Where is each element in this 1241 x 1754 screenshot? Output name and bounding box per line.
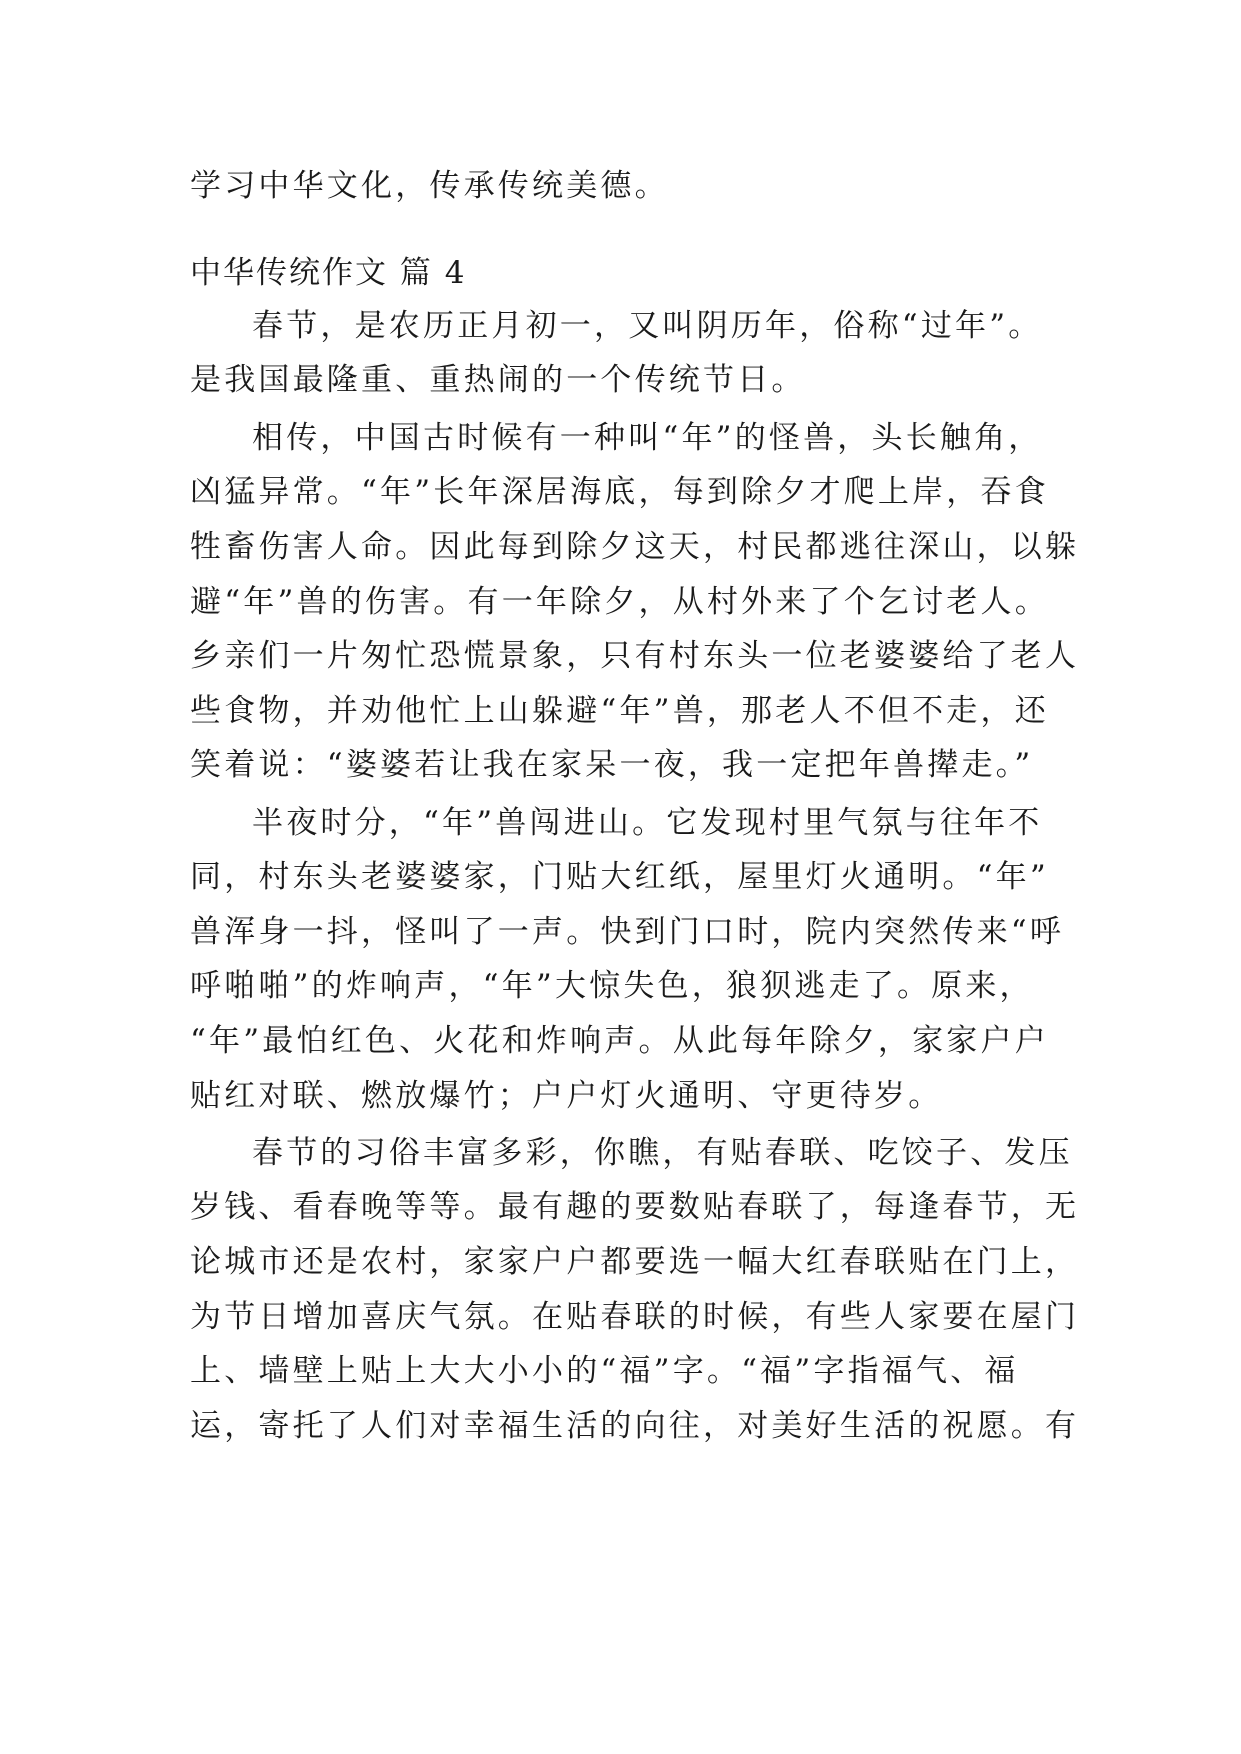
paragraph-start-line: 相传，中国古时候有一种叫“年”的怪兽，头长触角， [252,420,1043,456]
text-line: 牲畜伤害人命。因此每到除夕这天，村民都逃往深山，以躲 [190,529,1080,565]
text-line: 同，村东头老婆婆家，门贴大红纸，屋里灯火通明。“年” [190,859,1049,895]
text-line: 些食物，并劝他忙上山躲避“年”兽，那老人不但不走，还 [190,693,1049,729]
text-line: 岁钱、看春晚等等。最有趣的要数贴春联了，每逢春节，无 [190,1189,1080,1225]
text-line: 凶猛异常。“年”长年深居海底，每到除夕才爬上岸，吞食 [190,474,1049,510]
text-line: 呼啪啪”的炸响声，“年”大惊失色，狼狈逃走了。原来， [190,968,1034,1004]
paragraph-start-line: 春节，是农历正月初一，又叫阴历年，俗称“过年”。 [252,308,1043,344]
text-line: 避“年”兽的伤害。有一年除夕，从村外来了个乞讨老人。 [190,584,1049,620]
text-line: 贴红对联、燃放爆竹；户户灯火通明、守更待岁。 [190,1078,943,1114]
paragraph-start-line: 春节的习俗丰富多彩，你瞧，有贴春联、吃饺子、发压 [252,1135,1073,1171]
text-line: 乡亲们一片匆忙恐慌景象，只有村东头一位老婆婆给了老人 [190,638,1080,674]
text-line: 上、墙壁上贴上大大小小的“福”字。“福”字指福气、福 [190,1353,1019,1389]
section-heading: 中华传统作文 篇 4 [190,255,467,291]
text-line: 为节日增加喜庆气氛。在贴春联的时候，有些人家要在屋门 [190,1299,1080,1335]
text-line: “年”最怕红色、火花和炸响声。从此每年除夕，家家户户 [190,1023,1049,1059]
text-line: 笑着说：“婆婆若让我在家呆一夜，我一定把年兽撵走。” [190,747,1034,783]
paragraph-start-line: 半夜时分，“年”兽闯进山。它发现村里气氛与往年不 [252,805,1043,841]
text-line: 论城市还是农村，家家户户都要选一幅大红春联贴在门上， [190,1244,1080,1280]
text-line: 运，寄托了人们对幸福生活的向往，对美好生活的祝愿。有 [190,1408,1080,1444]
text-line: 兽浑身一抖，怪叫了一声。快到门口时，院内突然传来“呼 [190,914,1065,950]
text-line: 是我国最隆重、重热闹的一个传统节日。 [190,362,806,398]
text-line: 学习中华文化，传承传统美德。 [190,168,669,204]
